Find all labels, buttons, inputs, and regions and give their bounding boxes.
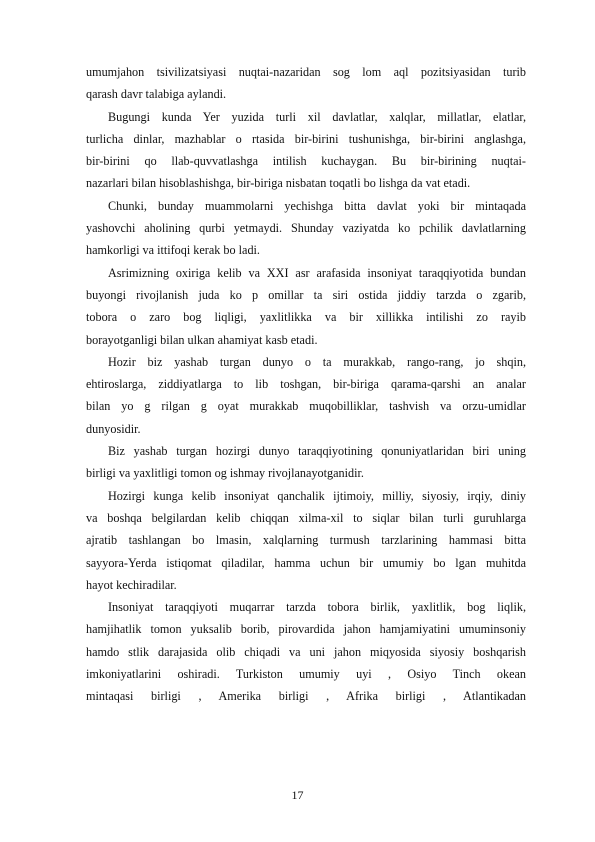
text-line: qarash davr talabiga aylandi. [86, 87, 227, 102]
text-line: Chunki, bunday muammolarni yechishga bitta davlat yoki bir mintaqada [108, 198, 526, 213]
text-line: Biz yashab turgan hozirgi dunyo taraqqiyotining qonuniyatlaridan biri uning [108, 444, 526, 459]
text-line: ehtiroslarga, ziddiyatlarga to lib toshgan, bir-biriga qarama-qarshi an analar [86, 377, 526, 392]
text-line: va boshqa belgilardan kelib chiqqan xilma-xil to siqlar bilan turli guruhlarga [86, 510, 526, 525]
text-line: Bugungi kunda Yer yuzida turli xil davlatlar, xalqlar, millatlar, elatlar, [108, 109, 526, 124]
text-line: bilan yo g rilgan g oyat murakkab muqobilliklar, tashvish va orzu-umidlar [86, 399, 526, 414]
text-line: yashovchi aholining qurbi yetmaydi. Shunday vaziyatda ko pchilik davlatlarning [86, 221, 526, 236]
text-line: umumjahon tsivilizatsiyasi nuqtai-nazaridan sog lom aql pozitsiyasidan turib [86, 65, 526, 79]
text-line: hamkorligi va ittifoqi kerak bo ladi. [86, 243, 260, 258]
text-line: imkoniyatlarini oshiradi. Turkiston umumiy uyi , Osiyo Tinch okean [86, 667, 526, 682]
text-line: hamdo stlik darajasida olib chiqadi va uni jahon miqyosida siyosiy boshqarish [86, 644, 526, 659]
text-line: birligi va yaxlitligi tomon og ishmay rivojlanayotganidir. [86, 466, 364, 481]
text-line: ajratib tashlangan bo lmasin, xalqlarning turmush tarzlarining hammasi bitta [86, 533, 526, 548]
text-line: bir-birini qo llab-quvvatlashga intilish kuchaygan. Bu bir-birining nuqtai- [86, 154, 526, 169]
text-line: hayot kechiradilar. [86, 577, 177, 592]
text-line: Hozir biz yashab turgan dunyo o ta murakkab, rango-rang, jo shqin, [108, 354, 526, 369]
text-line: Insoniyat taraqqiyoti muqarrar tarzda tobora birlik, yaxlitlik, bog liqlik, [108, 600, 526, 615]
text-line: sayyora-Yerda istiqomat qiladilar, hamma uchun bir umumiy bo lgan muhitda [86, 555, 526, 570]
text-line: dunyosidir. [86, 421, 141, 436]
page-number: 17 [291, 788, 304, 802]
text-line: turlicha dinlar, mazhablar o rtasida bir-birini tushunishga, bir-birini anglashga, [86, 131, 526, 146]
text-line: tobora o zaro bog liqligi, yaxlitlikka va bir xillikka intilishi zo rayib [86, 310, 526, 325]
document-body [86, 61, 526, 708]
text-line: Hozirgi kunga kelib insoniyat qanchalik ijtimoiy, milliy, siyosiy, irqiy, diniy [108, 488, 526, 503]
text-line: nazarlari bilan hisoblashishga, bir-biriga nisbatan toqatli bo lishga da vat etadi. [86, 176, 471, 191]
text-line: buyongi rivojlanish juda ko p omillar ta siri ostida jiddiy tarzda o zgarib, [86, 287, 526, 302]
text-line: hamjihatlik tomon yuksalib borib, pirovardida jahon hamjamiyatini umuminsoniy [86, 622, 526, 637]
text-line: mintaqasi birligi , Amerika birligi , Afrika birligi , Atlantikadan [86, 689, 526, 704]
text-line: Asrimizning oxiriga kelib va XXI asr arafasida insoniyat taraqqiyotida bundan [108, 265, 526, 280]
text-line: borayotganligi bilan ulkan ahamiyat kasb etadi. [86, 332, 318, 347]
